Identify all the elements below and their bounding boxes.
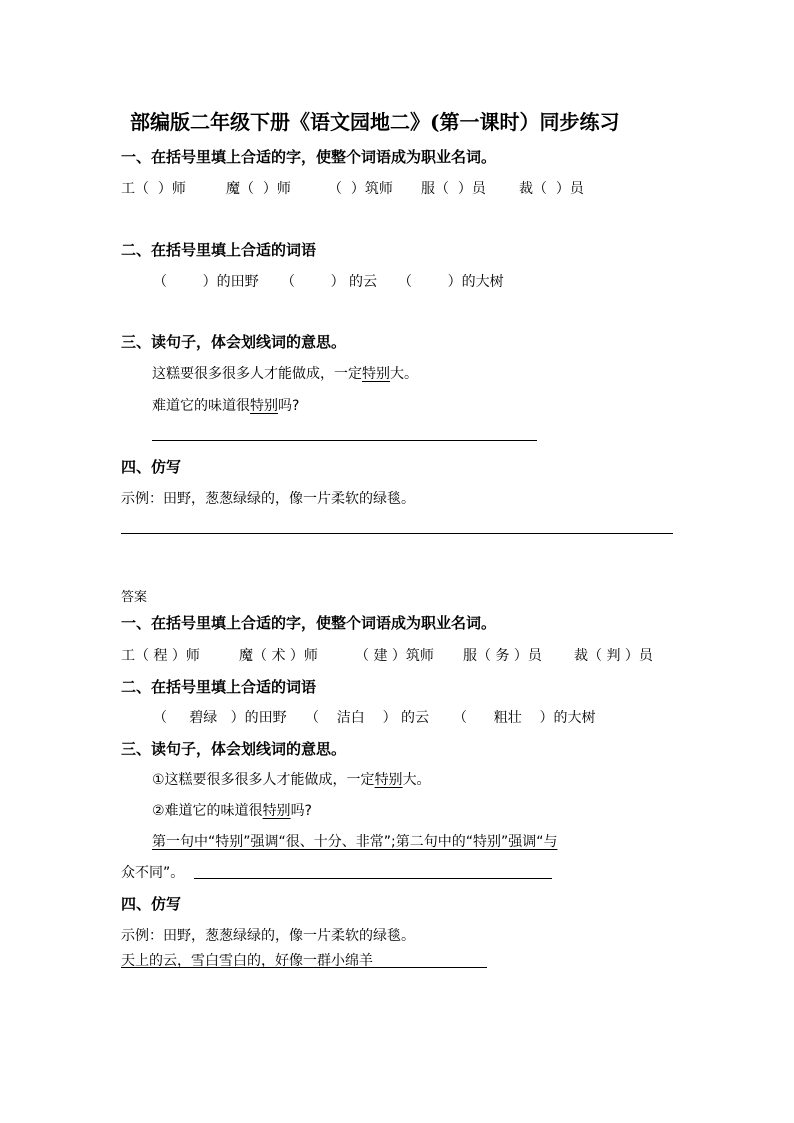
answer-q1-item: （ 建 ）筑师 (355, 648, 434, 664)
q2-item: （ ） 的云 (281, 274, 378, 290)
underlined-word: 特别 (250, 398, 278, 414)
answer-blank-line (152, 440, 537, 441)
q3-sentence-2: 难道它的味道很特别吗? (152, 398, 300, 414)
answer-q1-item: 工（ 程 ）师 (121, 648, 200, 664)
q3-heading: 三、读句子，体会划线词的意思。 (121, 333, 347, 351)
q2-item: （ ）的田野 (153, 274, 259, 290)
answer-q3-sentence-2: ②难道它的味道很特别吗? (152, 803, 312, 819)
underlined-word: 特别 (262, 803, 291, 819)
underlined-word: 特别 (362, 366, 390, 382)
answer-q4-example: 示例：田野，葱葱绿绿的，像一片柔软的绿毯。 (121, 928, 415, 944)
q1-item: 服（ ）员 (421, 181, 486, 197)
answer-q3-explanation-line-2: 众不同”。 (121, 865, 185, 881)
answers-label: 答案 (121, 590, 148, 605)
answer-q4-heading: 四、仿写 (121, 895, 182, 913)
q2-item: （ ）的大树 (398, 274, 504, 290)
answer-q2-item: （ 洁白 ） 的云 (305, 710, 430, 726)
q1-item: 裁（ ）员 (519, 181, 584, 197)
answer-q2-item: （ 碧绿 ）的田野 (153, 710, 287, 726)
q1-item: 魔（ ）师 (226, 181, 291, 197)
answer-q2-item: （ 粗壮 ）的大树 (453, 710, 596, 726)
underlined-word: 特别 (374, 772, 403, 788)
answer-blank-line (121, 533, 673, 534)
answer-q4-answer: 天上的云，雪白雪白的，好像一群小绵羊 (121, 953, 373, 969)
q4-heading: 四、仿写 (121, 458, 182, 476)
q3-sentence-1: 这糕要很多很多人才能做成，一定特别大。 (152, 366, 418, 382)
answer-underline (194, 878, 552, 879)
q1-item: 工（ ）师 (121, 181, 186, 197)
answer-q3-heading: 三、读句子，体会划线词的意思。 (121, 740, 347, 758)
q1-item: （ ）筑师 (328, 181, 393, 197)
answer-q3-explanation-line-1: 第一句中“特别”强调“很、十分、非常”;第二句中的“特别”强调“与 (152, 834, 558, 850)
q4-example: 示例：田野，葱葱绿绿的，像一片柔软的绿毯。 (121, 491, 415, 507)
answer-q2-heading: 二、在括号里填上合适的词语 (121, 678, 317, 696)
answer-q1-heading: 一、在括号里填上合适的字，使整个词语成为职业名词。 (121, 614, 497, 632)
q2-heading: 二、在括号里填上合适的词语 (121, 241, 317, 259)
answer-q1-item: 魔（ 术 ）师 (239, 648, 318, 664)
answer-q3-sentence-1: ①这糕要很多很多人才能做成，一定特别大。 (152, 772, 431, 788)
q1-heading: 一、在括号里填上合适的字，使整个词语成为职业名词。 (121, 148, 497, 166)
answer-q1-item: 服（ 务 ）员 (463, 648, 542, 664)
answer-underline (121, 967, 487, 968)
page-title: 部编版二年级下册《语文园地二》(第一课时）同步练习 (130, 110, 620, 134)
answer-q1-item: 裁（ 判 ）员 (574, 648, 653, 664)
